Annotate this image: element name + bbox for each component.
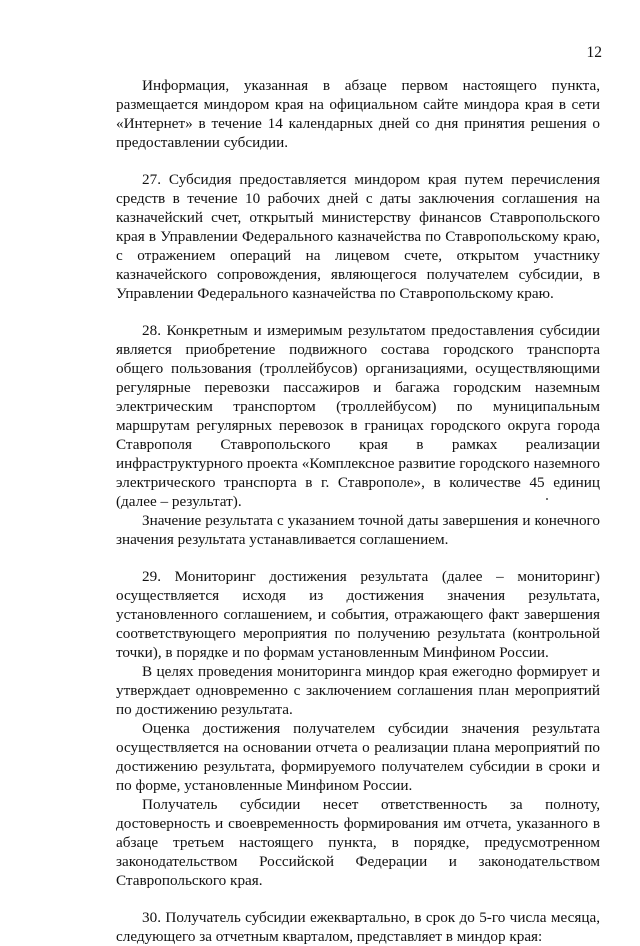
document-body: [116, 76, 600, 946]
paragraph-29-plan: В целях проведения мониторинга миндор края ежегодно формирует и утверждает одновременно с заключением соглашения план мероприятий по достижению результата.: [116, 663, 600, 718]
scan-speck: [546, 498, 548, 500]
paragraph-28: 28. Конкретным и измеримым результатом предоставления субсидии является приобретение подвижного состава городского транспорта общего пользования (троллейбусов) организациями, осуществляющими регулярные перевозки пассажиров и багажа городским наземным электрическим транспортом (троллейбусом) по муниципальным маршрутам регулярных перевозок в границах городского округа города Ставрополя Ставропольского края в рамках реализации инфраструктурного проекта «Комплексное развитие городского наземного электрического транспорта в г. Ставрополе», в количестве 45 единиц (далее – результат).: [116, 322, 600, 510]
paragraph-30: 30. Получатель субсидии ежеквартально, в срок до 5-го числа месяца, следующего за отчетным кварталом, представляет в миндор края:: [116, 909, 600, 945]
paragraph-29: 29. Мониторинг достижения результата (далее – мониторинг) осуществляется исходя из достижения значения результата, установленного соглашением, и события, отражающего факт завершения соответствующего мероприятия по получению результата (контрольной точки), в порядке и по формам установленным Минфином России.: [116, 568, 600, 661]
paragraph-info-publication: Информация, указанная в абзаце первом настоящего пункта, размещается миндором края на официальном сайте миндора края в сети «Интернет» в течение 14 календарных дней со дня принятия решения о предоставлении субсидии.: [116, 77, 600, 151]
page-number: 12: [586, 44, 602, 61]
paragraph-29-evaluation: Оценка достижения получателем субсидии значения результата осуществляется на основании отчета о реализации плана мероприятий по достижению результата, формируемого получателем субсидии в сроки и по форме, установленные Минфином России.: [116, 720, 600, 794]
paragraph-27: 27. Субсидия предоставляется миндором края путем перечисления средств в течение 10 рабочих дней с даты заключения соглашения на казначейский счет, открытый министерству финансов Ставропольского края в Управлении Федерального казначейства по Ставропольскому краю, с отражением операций на лицевом счете, открытом участнику казначейского сопровождения, являющегося получателем субсидии, в Управлении Федерального казначейства по Ставропольскому краю.: [116, 171, 600, 302]
paragraph-28-result-value: Значение результата с указанием точной даты завершения и конечного значения результата устанавливается соглашением.: [116, 512, 600, 548]
paragraph-29-responsibility: Получатель субсидии несет ответственность за полноту, достоверность и своевременность формирования им отчета, указанного в абзаце третьем настоящего пункта, в порядке, предусмотренном законодательством Российской Федерации и законодательством Ставропольского края.: [116, 796, 600, 889]
